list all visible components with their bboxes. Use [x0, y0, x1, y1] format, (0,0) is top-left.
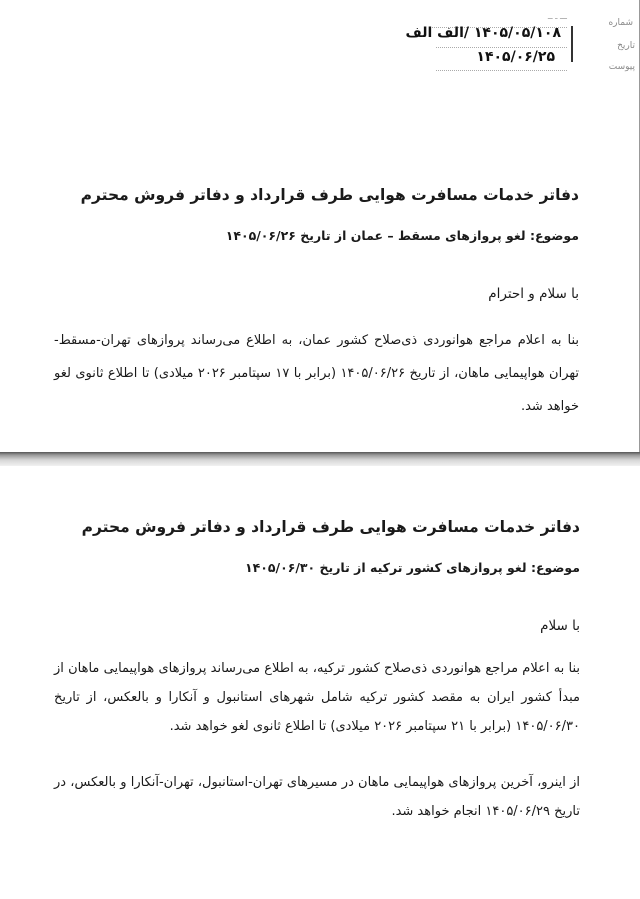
- attachment-label: پیوست: [608, 62, 635, 72]
- attachment-line: [436, 70, 567, 71]
- date-line: [436, 47, 567, 48]
- letter-title: دفاتر خدمات مسافرت هوایی طرف قرارداد و دفاتر فروش محترم: [80, 186, 579, 204]
- page-separator: [0, 452, 640, 466]
- date-label: تاریخ: [617, 41, 635, 51]
- letter-body-paragraph-2: از اینرو، آخرین پروازهای هواپیمایی ماهان در مسیرهای تهران-استانبول، تهران-آنکارا و بالعکس، در تاریخ ۱۴۰۵/۰۶/۲۹ انجام خواهد شد.: [54, 775, 580, 819]
- letter-subject: موضوع: لغو پروازهای کشور ترکیه از تاریخ ۱۴۰۵/۰۶/۳۰: [245, 560, 580, 575]
- letter-subject: موضوع: لغو پروازهای مسقط – عمان از تاریخ ۱۴۰۵/۰۶/۲۶: [225, 228, 579, 243]
- letter-number: ۱۴۰۵/۰۵/۱۰۸ /الف الف: [405, 25, 561, 41]
- letter-title: دفاتر خدمات مسافرت هوایی طرف قرارداد و دفاتر فروش محترم: [81, 518, 580, 536]
- number-label: شماره: [608, 18, 633, 28]
- letter-body: بنا به اعلام مراجع هوانوردی ذی‌صلاح کشور عمان، به اطلاع می‌رساند پروازهای تهران-مسقط-تهران هواپیمایی ماهان، از تاریخ ۱۴۰۵/۰۶/۲۶ (برابر با ۱۷ سپتامبر ۲۰۲۶ میلادی) تا اطلاع ثانوی لغو خواهد شد.: [54, 333, 579, 414]
- letter-greeting: با سلام و احترام: [488, 286, 579, 302]
- letter-body-paragraph-1: بنا به اعلام مراجع هوانوردی ذی‌صلاح کشور ترکیه، به اطلاع می‌رساند پروازهای هواپیمایی ماهان از مبدأ کشور ایران به مقصد کشور ترکیه شامل شهرهای استانبول و آنکارا و بالعکس، از تاریخ ۱۴۰۵/۰۶/۳۰ (برابر با ۲۱ سپتامبر ۲۰۲۶ میلادی) تا اطلاع ثانوی لغو خواهد شد.: [54, 661, 580, 734]
- margin-mark: [571, 26, 573, 62]
- letter-greeting: با سلام: [540, 618, 580, 634]
- letter-page-turkey: [0, 466, 640, 899]
- letter-date: ۱۴۰۵/۰۶/۲۵: [476, 49, 555, 65]
- redacted-marks: ـــ ـ ــ: [547, 12, 567, 21]
